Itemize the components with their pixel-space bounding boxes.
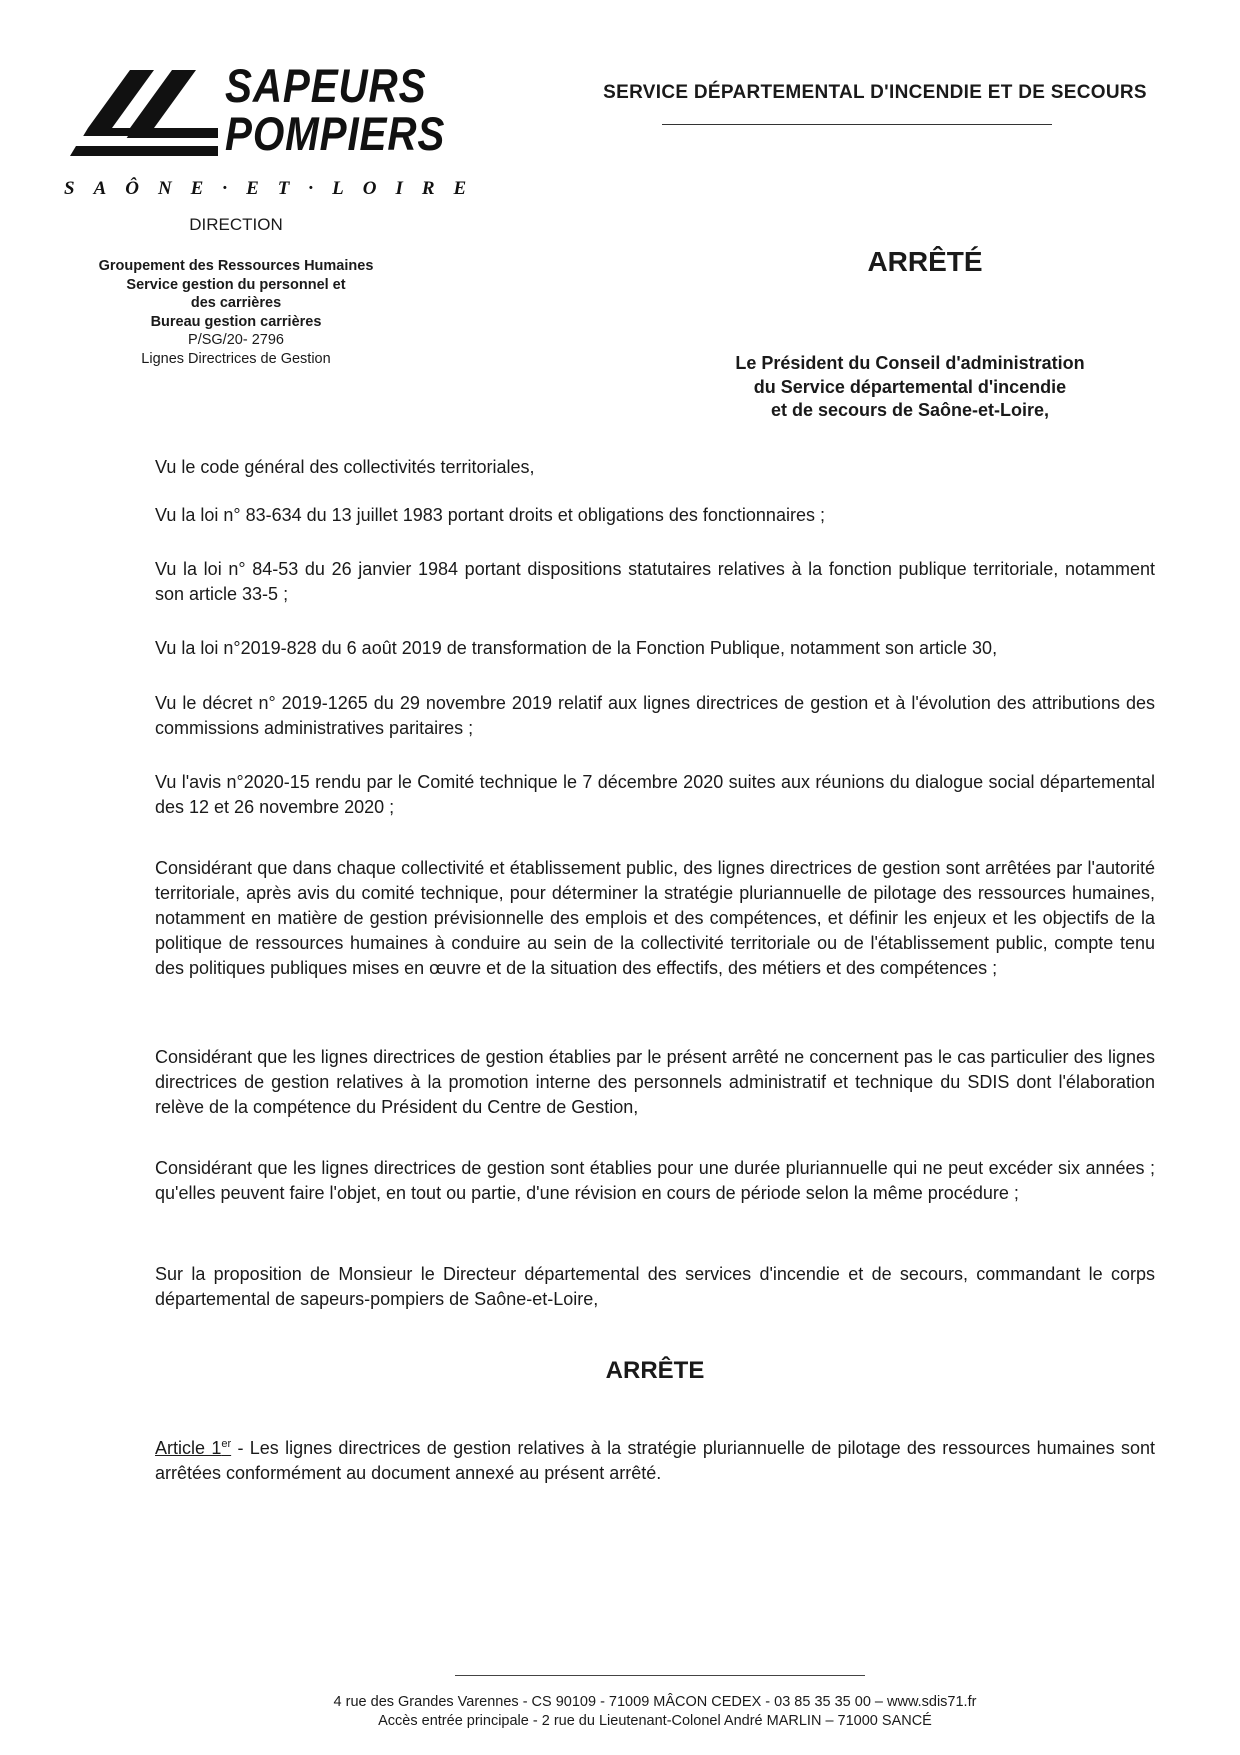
reference-number: P/SG/20- 2796	[188, 332, 284, 348]
article-1-text: - Les lignes directrices de gestion relatives à la stratégie pluriannuelle de pilotage des ressources humaines sont arrêtées conformément au document annexé au présent arrêté.	[155, 1438, 1155, 1483]
paragraph-considerant: Considérant que dans chaque collectivité et établissement public, des lignes directrices de gestion sont arrêtées par l'autorité territoriale, après avis du comité technique, pour déterminer la stratégie pluriannuelle de pilotage des ressources humaines, notamment en matière de gestion prévisionnelle des emplois et des compétences, et définir les enjeux et les objectifs de la politique de ressources humaines à conduire au sein de la collectivité territoriale ou de l'établissement public, compte tenu des politiques publiques mises en œuvre et de la situation des effectifs, des métiers et des compétences ;	[155, 858, 1155, 978]
paragraph-considerant: Considérant que les lignes directrices de gestion établies par le présent arrêté ne concernent pas le cas particulier des lignes directrices de gestion relatives à la promotion interne des personnels administratif et technique du SDIS dont l'élaboration relève de la compétence du Président du Centre de Gestion,	[155, 1047, 1155, 1117]
paragraph-proposition: Sur la proposition de Monsieur le Directeur départemental des services d'incendie et de secours, commandant le corps départemental de sapeurs-pompiers de Saône-et-Loire,	[155, 1264, 1155, 1309]
paragraph-visa: Vu le décret n° 2019-1265 du 29 novembre 2019 relatif aux lignes directrices de gestion et à l'évolution des attributions des commissions administratives paritaires ;	[155, 693, 1155, 738]
sapeurs-pompiers-logo	[58, 58, 486, 208]
logo-subtitle: SAÔNE·ET·LOIRE	[64, 178, 486, 199]
logo-mark-icon	[68, 66, 218, 166]
footer-divider	[455, 1675, 865, 1676]
document-title: ARRÊTÉ	[867, 246, 983, 277]
article-1-label: Article 1er	[155, 1438, 232, 1458]
president-line: Le Président du Conseil d'administration	[735, 353, 1085, 373]
dept-line: Service gestion du personnel et	[126, 276, 346, 293]
dept-line: Bureau gestion carrières	[150, 313, 322, 330]
paragraph-visa: Vu le code général des collectivités territoriales,	[155, 457, 535, 477]
dept-line: des carrières	[190, 295, 282, 311]
direction-label: DIRECTION	[189, 215, 283, 234]
president-line: du Service départemental d'incendie	[753, 376, 1067, 397]
president-block	[680, 352, 1140, 423]
paragraph-visa: Vu la loi n° 83-634 du 13 juillet 1983 portant droits et obligations des fonctionnaires ;	[155, 505, 825, 525]
paragraph-considerant: Considérant que les lignes directrices de gestion sont établies pour une durée pluriannuelle qui ne peut excéder six années ; qu'elles peuvent faire l'objet, en tout ou partie, d'une révision en cours de période selon la même procédure ;	[155, 1158, 1155, 1203]
paragraph-visa: Vu la loi n°2019-828 du 6 août 2019 de transformation de la Fonction Publique, notamment son article 30,	[155, 638, 998, 658]
logo-word-sapeurs: SAPEURS	[225, 59, 427, 112]
footer-address: 4 rue des Grandes Varennes - CS 90109 - 71009 MÂCON CEDEX - 03 85 35 35 00 – www.sdis71.fr	[333, 1694, 977, 1710]
logo-word-pompiers: POMPIERS	[225, 107, 446, 160]
president-line: et de secours de Saône-et-Loire,	[770, 400, 1050, 420]
header-divider	[662, 124, 1052, 125]
article-1	[155, 1432, 1155, 1486]
paragraph-visa: Vu l'avis n°2020-15 rendu par le Comité technique le 7 décembre 2020 suites aux réunions du dialogue social départemental des 12 et 26 novembre 2020 ;	[155, 772, 1155, 817]
department-block	[60, 257, 412, 368]
service-title: SERVICE DÉPARTEMENTAL D'INCENDIE ET DE SECOURS	[603, 82, 1147, 103]
arrete-heading: ARRÊTE	[605, 1357, 705, 1384]
dept-line: Lignes Directrices de Gestion	[141, 350, 331, 367]
dept-line: Groupement des Ressources Humaines	[98, 258, 374, 274]
paragraph-visa: Vu la loi n° 84-53 du 26 janvier 1984 portant dispositions statutaires relatives à la fonction publique territoriale, notamment son article 33-5 ;	[155, 559, 1155, 604]
footer-access: Accès entrée principale - 2 rue du Lieutenant-Colonel André MARLIN – 71000 SANCÉ	[378, 1713, 932, 1729]
